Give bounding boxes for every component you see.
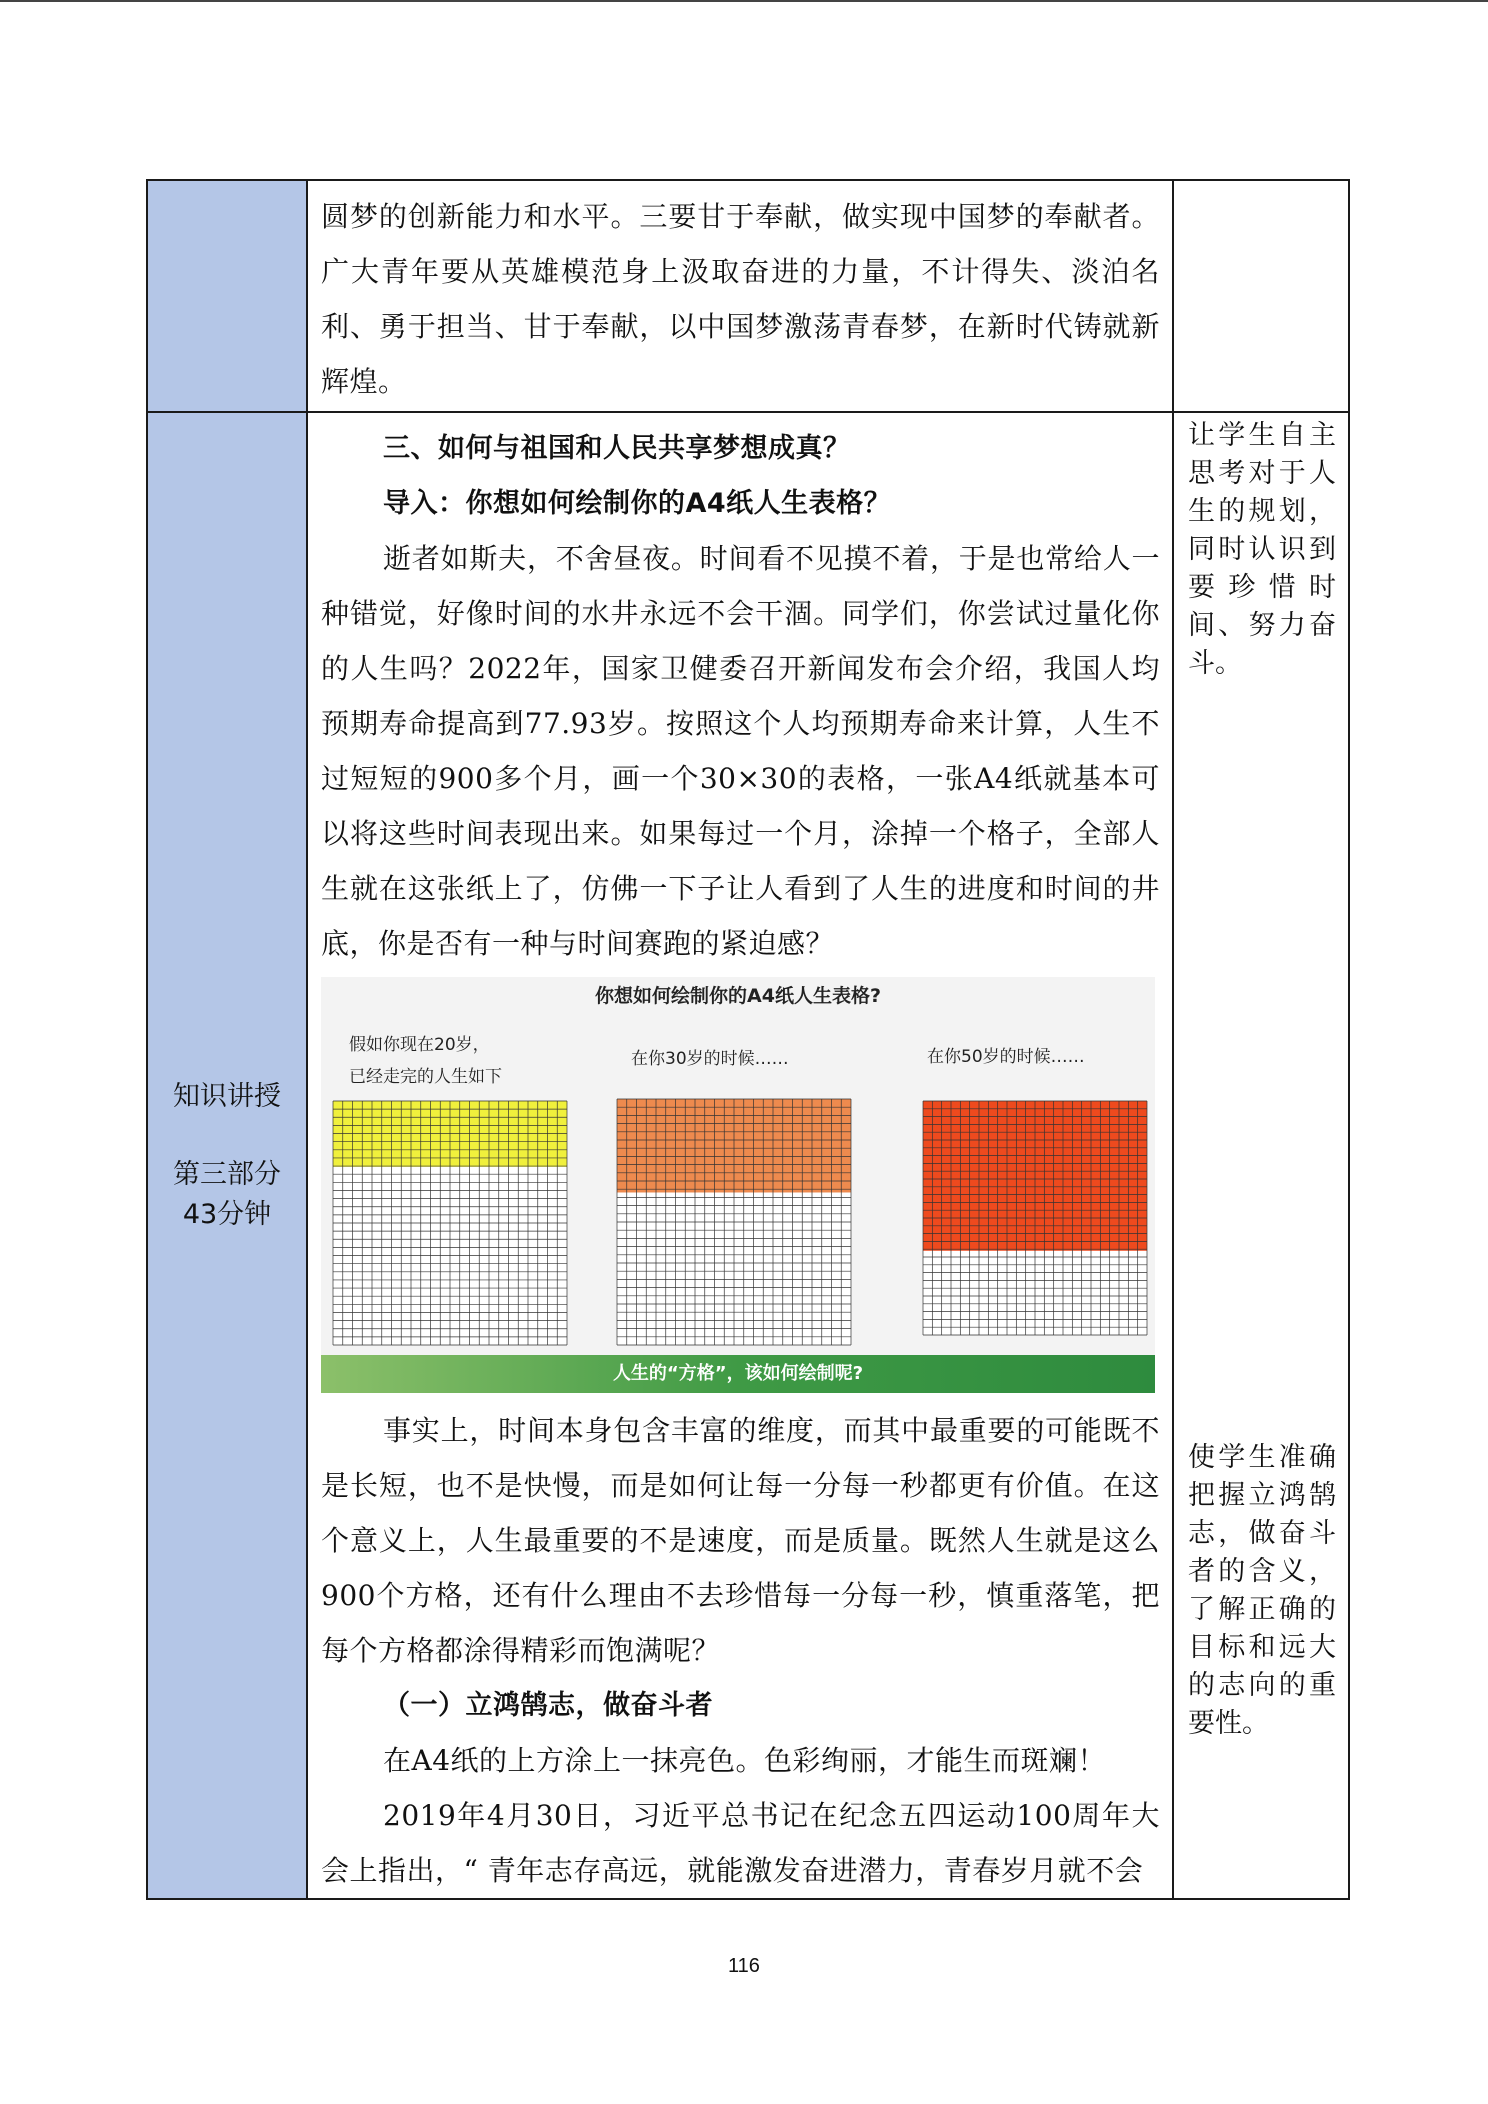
figure-title: 你想如何绘制你的A4纸人生表格? (595, 985, 881, 1007)
main-content-cell (307, 180, 1173, 412)
continuation-paragraph: 圆梦的创新能力和水平。三要甘于奉献，做实现中国梦的奉献者。广大青年要从英雄模范身上汲取奋进的力量，不计得失、淡泊名利、勇于担当、甘于奉献，以中国梦激荡青春梦，在新时代铸就新辉煌。 (321, 200, 1160, 398)
page-top-edge (0, 0, 1488, 2)
section-content-cell (307, 412, 1173, 1899)
paragraph-time-quality: 事实上，时间本身包含丰富的维度，而其中最重要的可能既不是长短，也不是快慢，而是如何让每一分每一秒都更有价值。在这个意义上，人生最重要的不是速度，而是质量。既然人生就是这么900个方格，还有什么理由不去珍惜每一分每一秒，慎重落笔，把每个方格都涂得精彩而饱满呢？ (321, 1414, 1160, 1667)
figure-label-age-20-line2: 已经走完的人生如下 (349, 1067, 502, 1087)
table-row-continuation (147, 180, 1349, 412)
table-row-section-three (147, 412, 1349, 1899)
subsection-heading: （一）立鸿鹄志，做奋斗者 (383, 1690, 713, 1721)
teaching-note-planning: 让学生自主思考对于人生的规划，同时认识到要珍惜时间、努力奋斗。 (1188, 420, 1336, 679)
paragraph-time-awareness: 逝者如斯夫，不舍昼夜。时间看不见摸不着，于是也常给人一种错觉，好像时间的水井永远不会干涸。同学们，你尝试过量化你的人生吗？2022年，国家卫健委召开新闻发布会介绍，我国人均预期寿命提高到77.93岁。按照这个人均预期寿命来计算，人生不过短短的900多个月，画一个30×30的表格，一张A4纸就基本可以将这些时间表现出来。如果每过一个月，涂掉一个格子，全部人生就在这张纸上了，仿佛一下子让人看到了人生的进度和时间的井底，你是否有一种与时间赛跑的紧迫感？ (321, 542, 1160, 960)
paragraph-bright-color: 在A4纸的上方涂上一抹亮色。色彩绚丽，才能生而斑斓！ (383, 1744, 1107, 1777)
section-part-label: 第三部分 (173, 1158, 281, 1190)
figure-label-age-20-line1: 假如你现在20岁， (349, 1035, 490, 1055)
life-grid-1 (333, 1101, 567, 1345)
a4-life-grid-figure (321, 977, 1155, 1393)
lesson-plan-table (146, 179, 1350, 1900)
section-type-label: 知识讲授 (173, 1080, 281, 1112)
section-heading: 三、如何与祖国和人民共享梦想成真？ (383, 433, 851, 464)
figure-label-age-30: 在你30岁的时候…… (631, 1049, 789, 1069)
teaching-note-ambition: 使学生准确把握立鸿鹄志，做奋斗者的含义，了解正确的目标和远大的志向的重要性。 (1188, 1442, 1336, 1739)
figure-banner: 人生的“方格”，该如何绘制呢? (321, 1355, 1155, 1393)
section-label-cell (147, 412, 307, 1899)
figure-label-age-50: 在你50岁的时候…… (927, 1047, 1085, 1067)
note-cell-empty (1173, 180, 1349, 412)
row-label-cell-empty (147, 180, 307, 412)
life-grid-3 (923, 1101, 1147, 1335)
paragraph-speech-quote: 2019年4月30日，习近平总书记在纪念五四运动100周年大会上指出，“ 青年志存高远，就能激发奋进潜力，青春岁月就不会 (321, 1799, 1160, 1887)
section-duration-label: 43分钟 (182, 1198, 272, 1230)
section-intro-question: 导入：你想如何绘制你的A4纸人生表格？ (383, 488, 892, 519)
section-note-cell (1173, 412, 1349, 1899)
life-grid-2 (617, 1099, 851, 1345)
life-grids-graphic (321, 977, 1155, 1393)
page-number: 116 (728, 1955, 760, 1977)
